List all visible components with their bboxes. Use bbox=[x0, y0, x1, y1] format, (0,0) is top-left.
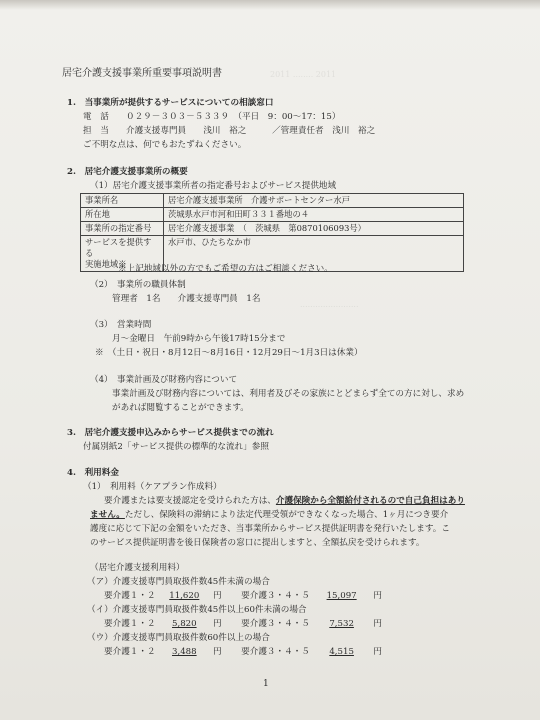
holidays-line: ※ （土日・祝日・8月12日～8月16日・12月29日～1月3日は休業） bbox=[95, 348, 363, 358]
page-edge-shadow bbox=[0, 0, 540, 10]
fee-table-heading: （居宅介護支援利用料） bbox=[90, 563, 185, 573]
table-cell: 居宅介護支援事業所 介護サポートセンター水戸 bbox=[164, 194, 464, 208]
yen-unit: 円 bbox=[213, 647, 222, 657]
fee-amount: 5,820 bbox=[172, 619, 197, 629]
document-title: 居宅介護支援事業所重要事項説明書 bbox=[62, 68, 222, 79]
table-cell-line: 実施地域※ bbox=[85, 259, 127, 269]
table-row bbox=[81, 208, 464, 222]
plan-line-1: 事業計画及び財務内容については、利用者及びその家族にとどまらず全ての方に対し、求め bbox=[112, 389, 465, 399]
care-level-label: 要介護１・２ bbox=[104, 591, 156, 601]
fee-amount: 3,488 bbox=[172, 647, 197, 657]
fee-text: 要介護または要支援認定を受けられた方は、 bbox=[104, 496, 276, 506]
table-cell: 居宅介護支援事業 （ 茨城県 第0870106093号） bbox=[164, 222, 464, 236]
care-level-label: 要介護１・２ bbox=[104, 647, 156, 657]
section-4-sub-1: （1） 利用料（ケアプラン作成料） bbox=[83, 482, 222, 492]
care-level-label: 要介護３・４・５ bbox=[241, 591, 310, 601]
fee-paragraph-line-3: 護度に応じて下記の金額をいただき、当事業所からサービス提供証明書を発行いたします。こ bbox=[90, 524, 450, 534]
table-cell: 水戸市、ひたちなか市 bbox=[164, 236, 464, 272]
fee-amount: 15,097 bbox=[326, 591, 357, 601]
yen-unit: 円 bbox=[373, 591, 382, 601]
section-2-sub-4: （4） 事業計画及び財務内容について bbox=[90, 375, 238, 385]
fee-text: ただし、保険料の滞納により法定代理受領ができなくなった場合、1ヶ月につき要介 bbox=[124, 510, 449, 520]
fee-amount: 4,515 bbox=[329, 647, 354, 657]
inquiry-note: ご不明な点は、何でもおたずねください。 bbox=[83, 140, 247, 150]
fee-group-a-label: （ア）介護支援専門員取扱件数45件未満の場合 bbox=[87, 577, 270, 587]
yen-unit: 円 bbox=[373, 647, 382, 657]
fee-group-b-row bbox=[104, 619, 382, 630]
table-row bbox=[81, 194, 464, 208]
section-2-sub-3: （3） 営業時間 bbox=[90, 320, 152, 330]
fee-amount: 7,532 bbox=[329, 619, 354, 629]
section-3-text: 付属別紙2「サービス提供の標準的な流れ」参照 bbox=[83, 442, 269, 452]
staff-line: 管理者 1名 介護支援専門員 1名 bbox=[112, 294, 261, 304]
yen-unit: 円 bbox=[213, 591, 222, 601]
section-4-heading: 4. 利用料金 bbox=[67, 468, 119, 478]
phone-line: 電 話 ０２９－３０３－５３３９ （平日 9：00～17：15） bbox=[83, 112, 341, 122]
fee-group-c-row bbox=[104, 647, 382, 658]
section-3-heading: 3. 居宅介護支援申込みからサービス提供までの流れ bbox=[67, 428, 274, 438]
office-info-table bbox=[80, 193, 464, 272]
section-2-heading: 2. 居宅介護支援事業所の概要 bbox=[67, 167, 188, 177]
table-row bbox=[81, 222, 464, 236]
document-page: 2011 ........ 2011 ....................... 居宅介護支援事業所重要事項説明書 1. 当事業所が提供するサービスについての相談窓口 電 話 ０２９－３０３－５３３９ （平日 9：00～17：15） 担 当 介護支援専門員 浅川 裕之 ／管理責任者 浅川 裕之 ご不明な点は、何でもおたずねください。 2. 居宅介護支援事業所の概要 （1）居宅介護支援事業所者の指定番号およびサービス提供地域 事業所名 居宅介護支援事業所 介護サポートセンター水戸 所在地 茨城県水戸市河和田町３３１番地の４ 事業所の指定番号 居宅介護支援事業 （ 茨城県 第0870106093号） サービスを提供する 実施地域※ 水戸市、ひたちなか市 ※上記地域以外の方でもご希望の方はご相談ください。 （2） 事業所の職員体制 管理者 1名 介護支援専門員 1名 （3） 営業時間 月～金曜日 午前9時から午後17時15分まで ※ （土日・祝日・8月12日～8月16日・12月29日～1月3日は休業） （4） 事業計画及び財務内容について 事業計画及び財務内容については、利用者及びその家族にとどまらず全ての方に対し、求め があれば閲覧することができます。 3. 居宅介護支援申込みからサービス提供までの流れ 付属別紙2「サービス提供の標準的な流れ」参照 4. 利用料金 （1） 利用料（ケアプラン作成料） 要介護または要支援認定を受けられた方は、介護保険から全額給付されるので自己負担はあり ません。ただし、保険料の滞納により法定代理受領ができなくなった場合、1ヶ月につき要介 護度に応じて下記の金額をいただき、当事業所からサービス提供証明書を発行いたします。こ のサービス提供証明書を後日保険者の窓口に提出しますと、全額払戻を受けられます。 （居宅介護支援利用料） （ア）介護支援専門員取扱件数45件未満の場合 要介護１・２ 11,620 円 要介護３・４・５ 15,097 円 （イ）介護支援専門員取扱件数45件以上60件未満の場合 要介護１・２ 5,820 円 要介護３・４・５ 7,532 円 （ウ）介護支援専門員取扱件数60件以上の場合 要介護１・２ 3,488 円 要介護３・４・５ 4,515 円 1 bbox=[0, 0, 540, 720]
fee-emphasis: ません。 bbox=[90, 510, 125, 520]
fee-group-c-label: （ウ）介護支援専門員取扱件数60件以上の場合 bbox=[87, 633, 270, 643]
section-1-heading: 1. 当事業所が提供するサービスについての相談窓口 bbox=[67, 98, 274, 108]
care-level-label: 要介護１・２ bbox=[104, 619, 156, 629]
hours-line: 月～金曜日 午前9時から午後17時15分まで bbox=[112, 334, 286, 344]
care-level-label: 要介護３・４・５ bbox=[241, 619, 310, 629]
care-level-label: 要介護３・４・５ bbox=[241, 647, 310, 657]
page-number: 1 bbox=[263, 679, 269, 689]
table-cell: 所在地 bbox=[81, 208, 164, 222]
section-2-sub-2: （2） 事業所の職員体制 bbox=[90, 280, 186, 290]
contact-person-line: 担 当 介護支援専門員 浅川 裕之 ／管理責任者 浅川 裕之 bbox=[83, 126, 376, 136]
fee-amount: 11,620 bbox=[169, 591, 200, 601]
fee-group-b-label: （イ）介護支援専門員取扱件数45件以上60件未満の場合 bbox=[87, 605, 307, 615]
fee-paragraph-line-2 bbox=[90, 510, 448, 521]
table-footnote: ※上記地域以外の方でもご希望の方はご相談ください。 bbox=[118, 264, 333, 274]
fee-emphasis: 介護保険から全額給付されるので自己負担はあり bbox=[275, 496, 465, 506]
table-cell: 事業所の指定番号 bbox=[81, 222, 164, 236]
table-cell: 茨城県水戸市河和田町３３１番地の４ bbox=[164, 208, 464, 222]
table-cell-line: サービスを提供する bbox=[85, 237, 152, 258]
fee-paragraph-line-4: のサービス提供証明書を後日保険者の窓口に提出しますと、全額払戻を受けられます。 bbox=[90, 538, 425, 548]
yen-unit: 円 bbox=[213, 619, 222, 629]
section-2-sub-1: （1）居宅介護支援事業所者の指定番号およびサービス提供地域 bbox=[90, 181, 337, 191]
fee-group-a-row bbox=[104, 591, 382, 602]
plan-line-2: があれば閲覧することができます。 bbox=[112, 403, 249, 413]
table-cell: 事業所名 bbox=[81, 194, 164, 208]
yen-unit: 円 bbox=[373, 619, 382, 629]
fee-paragraph-line-1 bbox=[104, 496, 465, 507]
